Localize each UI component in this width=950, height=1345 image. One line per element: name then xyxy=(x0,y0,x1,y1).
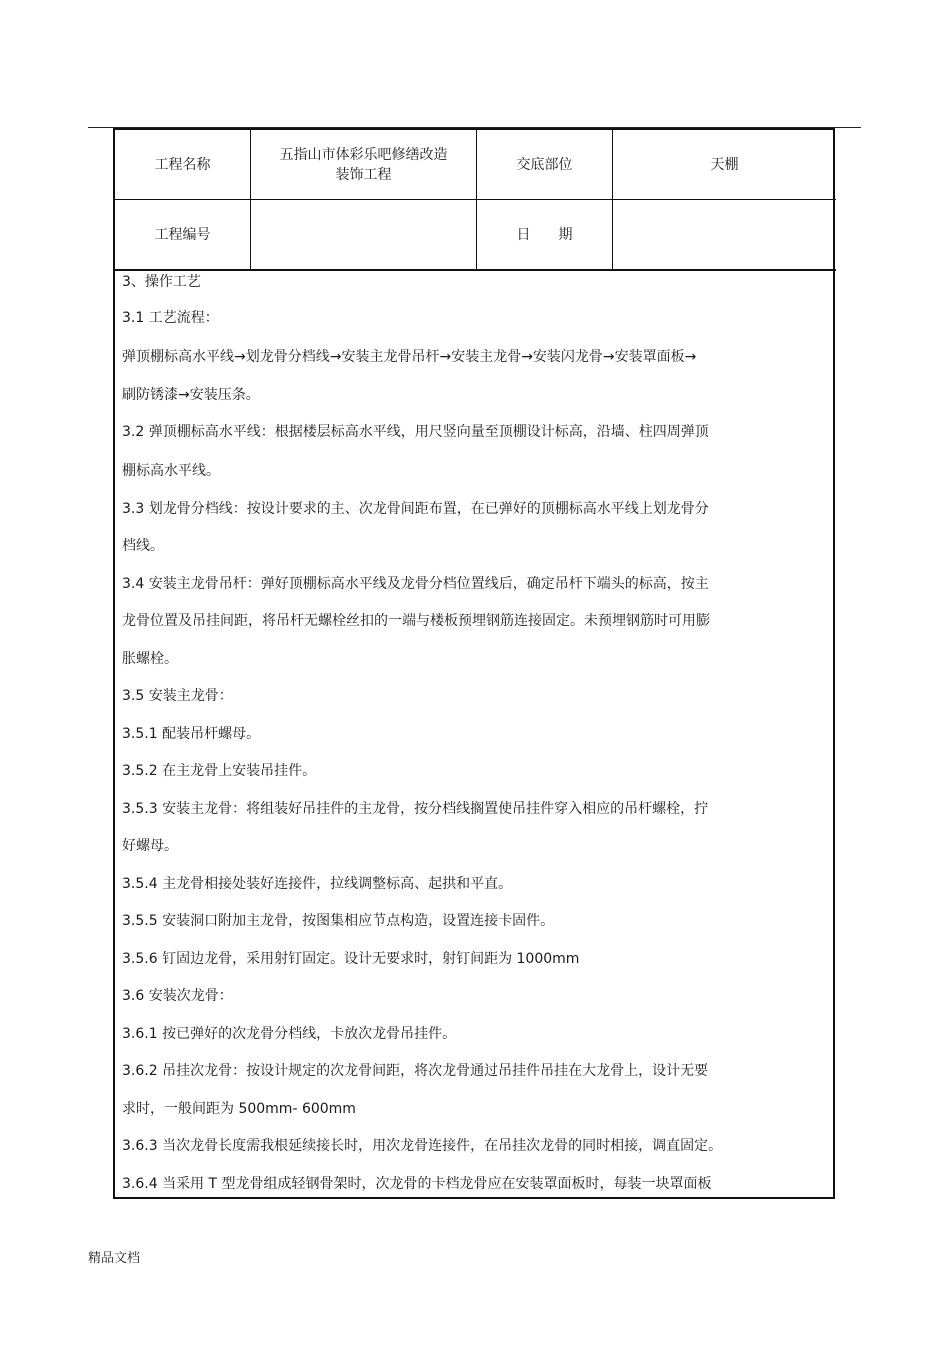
content-line: 3、操作工艺 xyxy=(122,274,201,290)
header-table xyxy=(115,130,836,271)
content-line: 3.6.3 当次龙骨长度需我根延续接长时，用次龙骨连接件，在吊挂次龙骨的同时相接，调直固定。 xyxy=(122,1138,723,1154)
date-label: 日 期 xyxy=(477,200,613,271)
handover-part-value: 天棚 xyxy=(613,130,837,200)
project-number-value xyxy=(251,200,477,271)
content-line: 刷防锈漆→安装压条。 xyxy=(122,387,260,403)
project-name-line-2: 装饰工程 xyxy=(335,166,392,183)
footer-text: 精品文档 xyxy=(88,1251,141,1266)
content-line: 3.3 划龙骨分档线：按设计要求的主、次龙骨间距布置，在已弹好的顶棚标高水平线上划龙骨分 xyxy=(122,501,709,517)
content-line: 求时，一般间距为 500mm- 600mm xyxy=(122,1101,356,1117)
content-line: 3.1 工艺流程： xyxy=(122,310,219,326)
content-line: 胀螺栓。 xyxy=(122,651,178,667)
content-line: 棚标高水平线。 xyxy=(122,463,220,479)
content-line: 档线。 xyxy=(122,538,164,554)
content-line: 3.6 安装次龙骨： xyxy=(122,988,233,1004)
content-line: 弹顶棚标高水平线→划龙骨分档线→安装主龙骨吊杆→安装主龙骨→安装闪龙骨→安装罩面板→ xyxy=(122,349,697,365)
header-row-1 xyxy=(115,130,836,200)
handover-part-label: 交底部位 xyxy=(477,130,613,200)
content-line: 3.6.1 按已弹好的次龙骨分档线，卡放次龙骨吊挂件。 xyxy=(122,1026,457,1042)
content-line: 3.5.1 配装吊杆螺母。 xyxy=(122,726,261,742)
content-line: 3.5.2 在主龙骨上安装吊挂件。 xyxy=(122,763,317,779)
document-frame xyxy=(113,128,835,1199)
content-line: 3.5 安装主龙骨： xyxy=(122,688,233,704)
content-line: 3.5.6 钉固边龙骨，采用射钉固定。设计无要求时，射钉间距为 1000mm xyxy=(122,951,580,967)
content-line: 龙骨位置及吊挂间距，将吊杆无螺栓丝扣的一端与楼板预埋钢筋连接固定。未预埋钢筋时可用膨 xyxy=(122,613,710,629)
content-line: 3.5.4 主龙骨相接处装好连接件，拉线调整标高、起拱和平直。 xyxy=(122,876,513,892)
content-line: 3.2 弹顶棚标高水平线：根据楼层标高水平线，用尺竖向量至顶棚设计标高，沿墙、柱四周弹顶 xyxy=(122,424,709,440)
header-row-2 xyxy=(115,200,836,271)
content-line: 3.4 安装主龙骨吊杆：弹好顶棚标高水平线及龙骨分档位置线后，确定吊杆下端头的标高，按主 xyxy=(122,576,709,592)
date-value xyxy=(613,200,837,271)
content-line: 3.6.4 当采用 T 型龙骨组成轻钢骨架时，次龙骨的卡档龙骨应在安装罩面板时，每装一块罩面板 xyxy=(122,1176,712,1192)
content-line: 3.6.2 吊挂次龙骨：按设计规定的次龙骨间距，将次龙骨通过吊挂件吊挂在大龙骨上，设计无要 xyxy=(122,1063,709,1079)
project-name-label: 工程名称 xyxy=(115,130,251,200)
project-number-label: 工程编号 xyxy=(115,200,251,271)
project-name-value xyxy=(251,130,477,200)
content-line: 3.5.3 安装主龙骨：将组装好吊挂件的主龙骨，按分档线搁置使吊挂件穿入相应的吊杆螺栓，拧 xyxy=(122,801,709,817)
project-name-line-1: 五指山市体彩乐吧修缮改造 xyxy=(279,146,448,163)
content-line: 好螺母。 xyxy=(122,838,178,854)
content-line: 3.5.5 安装洞口附加主龙骨，按图集相应节点构造，设置连接卡固件。 xyxy=(122,913,555,929)
